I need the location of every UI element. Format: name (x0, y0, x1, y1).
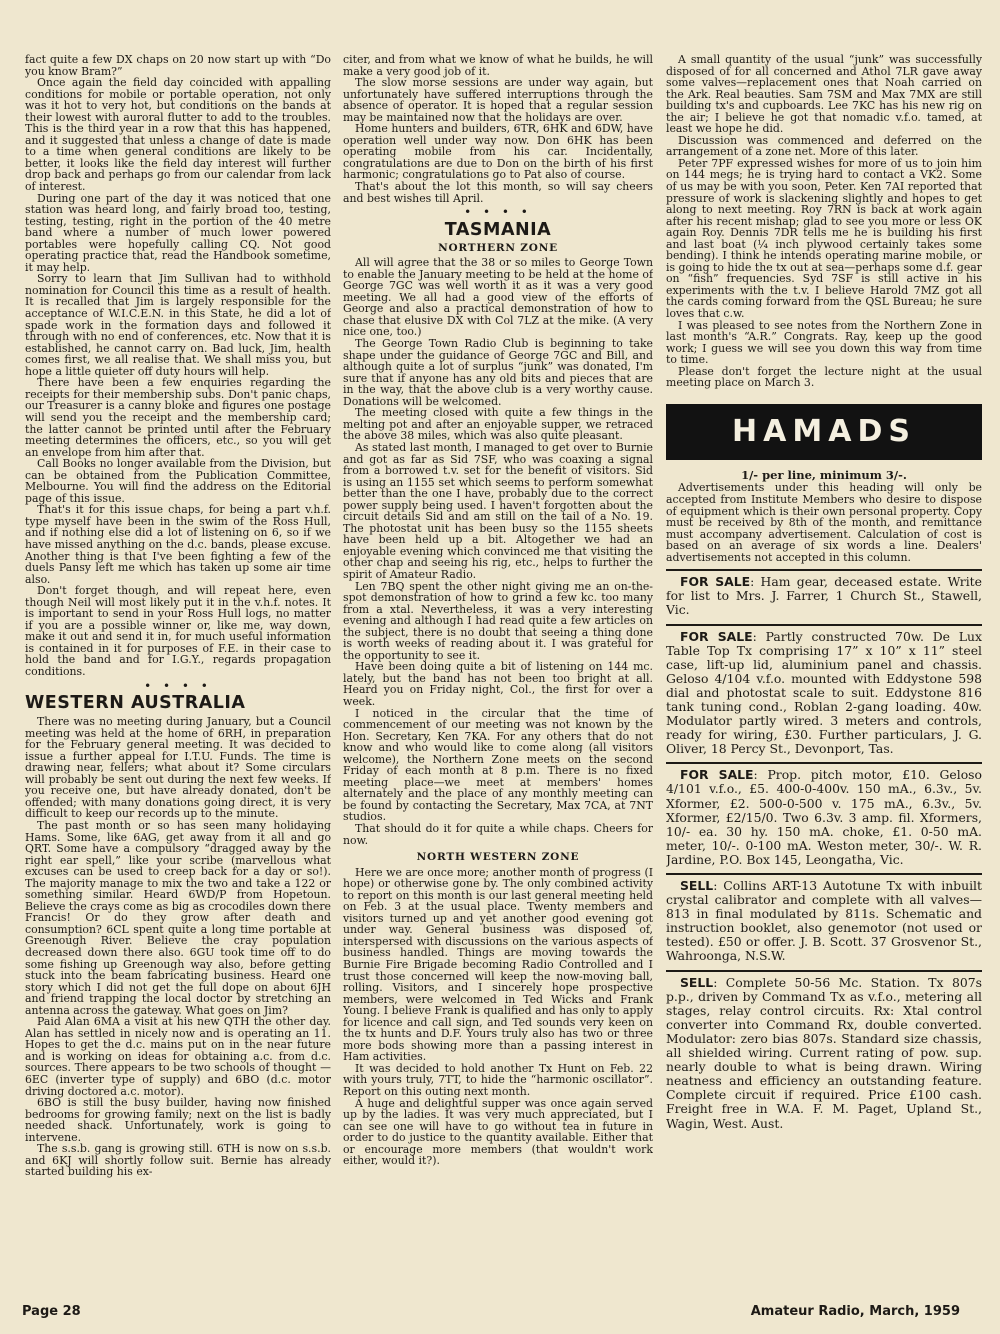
paragraph: I noticed in the circular that the time of commencement of our meeting was not known by the Hon. Secretary, Ken 7KA. For any others that do not know and who would like to come along (all visitors welcome), the Northern Zone meets on the second Friday of each month at 8 p.m. There is no fixed meeting place—we meet at members' homes alternately and the place of any monthly meeting can be found by contacting the Secretary, Max 7CA, at 7NT studios. (343, 706, 653, 824)
ad-text: : Prop. pitch motor, £10. Geloso 4/101 v.f.o., £5. 400-0-400v. 150 mA., 6.3v., 5v. Xformer, £2. 500-0-500 v. 175 mA., 6.3v., 5v. Xformer, £2/15/0. Two 6.3v. 3 amp. fil. Xformers, 10/- ea. 30 hy. 150 mA. choke, £1. 0-50 mA. meter, 10/-. 0-100 mA. Weston meter, 30/-. W. R. Jardine, P.O. Box 145, Leongatha, Vic. (666, 767, 982, 867)
classified-ad (666, 762, 982, 867)
paragraph: That's it for this issue chaps, for being a part v.h.f. type myself have been in the swim of the Ross Hull, and if nothing else did a lot of listening on 6, so if we have missed anything on the d.c. bands, please excuse. Another thing is that I've been fighting a few of the duels Pansy left me which has taken up some air time also. (25, 503, 331, 586)
ad-body (666, 976, 982, 1131)
hamads-intro (666, 482, 982, 563)
paragraph: fact quite a few DX chaps on 20 now start up with “Do you know Bram?” (25, 54, 331, 78)
ad-body (666, 630, 982, 757)
section-divider: • • • • (144, 678, 212, 693)
paragraph: Please don't forget the lecture night at the usual meeting place on March 3. (666, 364, 982, 390)
column-3 (666, 54, 982, 1302)
paragraph: There was no meeting during January, but a Council meeting was held at the home of 6RH, in preparation for the February general meeting. It was decided to issue a further appeal for I.T.U. Funds. The time is drawing near, fellers; what about it? Some circulars will probably be sent out during the next few weeks. If you receive one, but have already donated, don't be offended; with many donations going direct, it is very difficult to keep our records up to the minute. (25, 715, 331, 821)
ad-keyword: FOR SALE (680, 574, 751, 590)
ad-keyword: FOR SALE (680, 767, 754, 783)
ad-text: : Ham gear, deceased estate. Write for list to Mrs. J. Farrer, 1 Church St., Stawell, Vic. (666, 574, 982, 618)
paragraph: Sorry to learn that Jim Sullivan had to withhold nomination for Council this time as a result of health. It is recalled that Jim is largely responsible for the acceptance of W.I.C.E.N. in this State, he did a lot of spade work in the formation days and followed it through with no end of conferences, etc. Now that it is established, he cannot carry on. Bad luck, Jim, health comes first, we all realise that. We shall miss you, but hope a little quieter off duty hours will help. (25, 272, 331, 378)
paragraph: Don't forget though, and will repeat here, even though Neil will most likely put it in the v.h.f. notes. It is important to send in your Ross Hull logs, no matter if you are a possible winner or, like me, way down, make it out and send it in, for much useful information is contained in it for purposes of F.E. in their case to hold the band and for I.G.Y., regards propagation conditions. (25, 584, 331, 678)
column-2 (343, 54, 653, 1294)
classified-ad (666, 624, 982, 757)
hamads-intro-text: Advertisements under this heading will only be accepted from Institute Members who desire to dispose of equipment which is their own personal property. Copy must be received by 8th of the month, and remittance must accompany advertisement. Calculation of cost is based on an average of six words a line. Dealers' advertisements not accepted in this column. (666, 481, 982, 564)
paragraph: A small quantity of the usual “junk” was successfully disposed of for all concerned and Athol 7LR gave away some valves—replacement ones that Noah carried on the Ark. Real beauties. Sam 7SM and Max 7MX are still building tx's and cupboards. Lee 7KC has his new rig on the air; I believe he got that nomadic v.f.o. tamed, at least we hope he did. (666, 54, 982, 136)
paragraph: The slow morse sessions are under way again, but unfortunately have suffered interruptions through the absence of operator. It is hoped that a regular session may be maintained now that the holidays are over. (343, 76, 653, 124)
ad-body (666, 879, 982, 964)
classified-ad (666, 569, 982, 617)
ad-keyword: FOR SALE (680, 628, 753, 644)
paragraph: It was decided to hold another Tx Hunt on Feb. 22 with yours truly, 7TT, to hide the “harmonic oscillator”. Report on this outing next month. (343, 1061, 653, 1099)
subheading-north-western-zone: NORTH WESTERN ZONE (416, 851, 580, 864)
paragraph: During one part of the day it was noticed that one station was heard long, and fairly broad too, testing, testing, testing, right in the portion of the 40 metre band where a number of much lower powered portables were hopefully calling CQ. Not good operating practice that, read the Handbook sometime, it may help. (25, 191, 331, 274)
paragraph: The past month or so has seen many holidaying Hams. Some, like 6AG, get away from it all and go QRT. Some have a compulsory “dragged away by the right ear spell,” like your scribe (marvellous what excuses can be used to creep back for a day or so!). The majority manage to mix the two and take a 122 or something similar. Heard 6WD/P from Hopetoun. Believe the crays come as big as crocodiles down there Francis! Or do they grow after death and consumption? 6CL spent quite a long time portable at Greenough River. Believe the cray population decreased down there also. 6GU took time off to do some fishing up Greenough way also, before getting stuck into the beam fabricating business. Heard one story which I did not get the full dope on about 6JH and friend trapping the local doctor by stretching an antenna across the gateway. What goes on Jim? (25, 819, 331, 1017)
paragraph: Have been doing quite a bit of listening on 144 mc. lately, but the band has not been too bright at all. Heard you on Friday night, Col., the first for over a week. (343, 660, 653, 708)
subheading-northern-zone: NORTHERN ZONE (438, 241, 558, 254)
paragraph: A huge and delightful supper was once again served up by the ladies. It was very much appreciated, but I can see one will have to go without tea in future in order to do justice to the quantity available. Either that or encourage more members (that wouldn't work either, would it?). (343, 1096, 653, 1168)
ad-keyword: SELL (680, 974, 714, 990)
paragraph: There have been a few enquiries regarding the receipts for their membership subs. Don't panic chaps, our Treasurer is a canny bloke and figures one postage will send you the receipt and the membership card; the latter cannot be printed until after the February meeting determines the officers, etc., so you will get an envelope from him after that. (25, 376, 331, 459)
paragraph: That should do it for quite a while chaps. Cheers for now. (343, 822, 653, 847)
paragraph: The George Town Radio Club is beginning to take shape under the guidance of George 7GC and Bill, and although quite a lot of surplus “junk” was donated, I'm sure that if anyone has any old bits and pieces that are in the way, that the above club is a very worthy cause. Donations will be welcomed. (343, 337, 653, 408)
section-title-western-australia: WESTERN AUSTRALIA (25, 693, 246, 714)
paragraph: The meeting closed with quite a few things in the melting pot and after an enjoyable supper, we retraced the above 38 miles, which was also quite pleasant. (343, 406, 653, 443)
paragraph: Call Books no longer available from the Division, but can be obtained from the Publication Committee, Melbourne. You will find the address on the Editorial page of this issue. (25, 457, 331, 505)
section-title-tasmania: TASMANIA (444, 219, 552, 240)
paragraph: I was pleased to see notes from the Northern Zone in last month's “A.R.” Congrats. Ray, keep up the good work; I guess we will see you down this way from time to time. (666, 318, 982, 367)
hamads-rate: 1/- per line, minimum 3/-. (741, 467, 907, 482)
paragraph: Discussion was commenced and deferred on the arrangement of a zone net. More of this later. (666, 133, 982, 159)
paragraph: Home hunters and builders, 6TR, 6HK and 6DW, have operation well under way now. Don 6HK has been operating mobile from his car. Incidentally, congratulations are due to Don on the birth of his first harmonic; congratulations go to Pat also of course. (343, 122, 653, 182)
paragraph: citer, and from what we know of what he builds, he will make a very good job of it. (343, 54, 653, 78)
paragraph: 6BO is still the busy builder, having now finished bedrooms for growing family; next on the list is badly needed shack. Unfortunately, work is going to intervene. (25, 1096, 331, 1144)
section-divider: • • • • (464, 205, 532, 220)
paragraph: Len 7BQ spent the other night giving me an on-the-spot demonstration of how to grind a few kc. too many from a xtal. Nevertheless, it was a very interesting evening and although I had read quite a few articles on the subject, there is no doubt that seeing a thing done is worth weeks of reading about it. I was grateful for the opportunity to see it. (343, 579, 653, 662)
page-number: Page 28 (22, 1304, 81, 1319)
paragraph: All will agree that the 38 or so miles to George Town to enable the January meeting to be held at the home of George 7GC was well worth it as it was a very good meeting. We all had a good view of the efforts of George and also a practical demonstration of how to chase that elusive DX with Col 7LZ at the mike. (A very nice one, too.) (343, 256, 653, 339)
ad-text: : Collins ART-13 Autotune Tx with inbuilt crystal calibrator and complete with all valves—813 in final modulated by 811s. Schematic and instruction booklet, also genemotor (not used or tested). £50 or offer. J. B. Scott. 37 Grosvenor St., Wahroonga, N.S.W. (666, 878, 982, 964)
classified-ad (666, 873, 982, 964)
paragraph: Peter 7PF expressed wishes for more of us to join him on 144 megs; he is trying hard to contact a VK2. Some of us may be with you soon, Peter. Ken 7AI reported that pressure of work is slackening slightly and hopes to get along to next meeting. Roy 7RN is back at work again after his recent mishap; glad to see you more or less OK again Roy. Dennis 7DR tells me he is building his first and last boat (¼ inch plywood certainly takes some bending). I think he intends operating marine mobile, or is going to hide the tx out at sea—perhaps some d.f. gear on “fish” frequencies. Syd 7SF is still active in his experiments with the t.v. I believe Harold 7MZ got all the cards coming forward from the QSL Bureau; he sure loves that c.w. (666, 156, 982, 321)
paragraph: Once again the field day coincided with appalling conditions for mobile or portable operation, not only was it hot to very hot, but conditions on the bands at their lowest with auroral flutter to add to the troubles. This is the third year in a row that this has happened, and it suggested that unless a change of date is made to a time when general conditions are likely to be better, it looks like the field day interest will further drop back and perhaps go from our calendar from lack of interest. (25, 76, 331, 194)
paragraph: As stated last month, I managed to get over to Burnie and got as far as Sid 7SF, who was coaxing a signal from a borrowed t.v. set for the benefit of visitors. Sid is using an 1155 set which seems to perform somewhat better than the one I have, probably due to the correct power supply being used. I haven't forgotten about the circuit details Sid and am still on the tail of a No. 19. The photostat unit has been busy so the 1155 sheets have been held up a bit. Altogether we had an enjoyable evening which convinced me that visiting the other chap and seeing his rig, etc., helps to further the spirit of Amateur Radio. (343, 440, 653, 581)
ad-text: : Complete 50-56 Mc. Station. Tx 807s p.p., driven by Command Tx as v.f.o., metering all stages, relay control circuits. Rx: Xtal control converter into Command Rx, double converted. Modulator: zero bias 807s. Standard size chassis, all shielded wiring. Current rating of pow. sup. nearly double to what is being drawn. Wiring neatness and efficiency an outstanding feature. Complete circuit if required. Price £100 cash. Freight free in W.A. F. M. Paget, Upland St., Wagin, West. Aust. (666, 974, 982, 1131)
paragraph: Here we are once more; another month of progress (I hope) or otherwise gone by. The only combined activity to report on this month is our last general meeting held on Feb. 3 at the usual place. Twenty members and visitors turned up and yet another good evening got under way. General business was disposed of, interspersed with discussions on the various aspects of business handled. Things are moving towards the Burnie Fire Brigade becoming Radio Controlled and I trust those concerned will keep the now-moving ball, rolling. Visitors, and I sincerely hope prospective members, were welcomed in Ted Wicks and Frank Young. I believe Frank is qualified and has only to apply for licence and call sign, and Ted sounds very keen on the tx hunts and D.F. Yours truly also has two or three more bods showing more than a passing interest in Ham activities. (343, 865, 653, 1064)
ad-keyword: SELL (680, 878, 714, 894)
column-1 (25, 54, 331, 1294)
paragraph: Paid Alan 6MA a visit at his new QTH the other day. Alan has settled in nicely now and is operating an 11. Hopes to get the d.c. mains put on in the near future and is working on ideas for obtaining a.c. from d.c. sources. There appears to be two schools of thought —6EC (inverter type of supply) and 6BO (d.c. motor driving doctored a.c. motor). (25, 1015, 331, 1098)
paragraph: The s.s.b. gang is growing still. 6TH is now on s.s.b. and 6KJ will shortly follow suit. Bernie has already started building his ex- (25, 1142, 331, 1179)
paragraph: That's about the lot this month, so will say cheers and best wishes till April. (343, 180, 653, 205)
magazine-issue: Amateur Radio, March, 1959 (750, 1304, 960, 1319)
hamads-banner: HAMADS (666, 404, 982, 460)
ad-text: : Partly constructed 70w. De Lux Table Top Tx comprising 17” x 10” x 11” steel case, lift-up lid, aluminium panel and chassis. Geloso 4/104 v.f.o. mounted with Eddystone 598 dial and photostat scale to suit. Eddystone 816 tank tuning cond., Roblan 2-gang loading. 40w. Modulator partly wired. 3 meters and controls, ready for wiring, £30. Further particulars, J. G. Oliver, 18 Percy St., Devonport, Tas. (666, 628, 982, 757)
ad-body (666, 575, 982, 617)
ad-body (666, 768, 982, 867)
classified-ad (666, 970, 982, 1131)
